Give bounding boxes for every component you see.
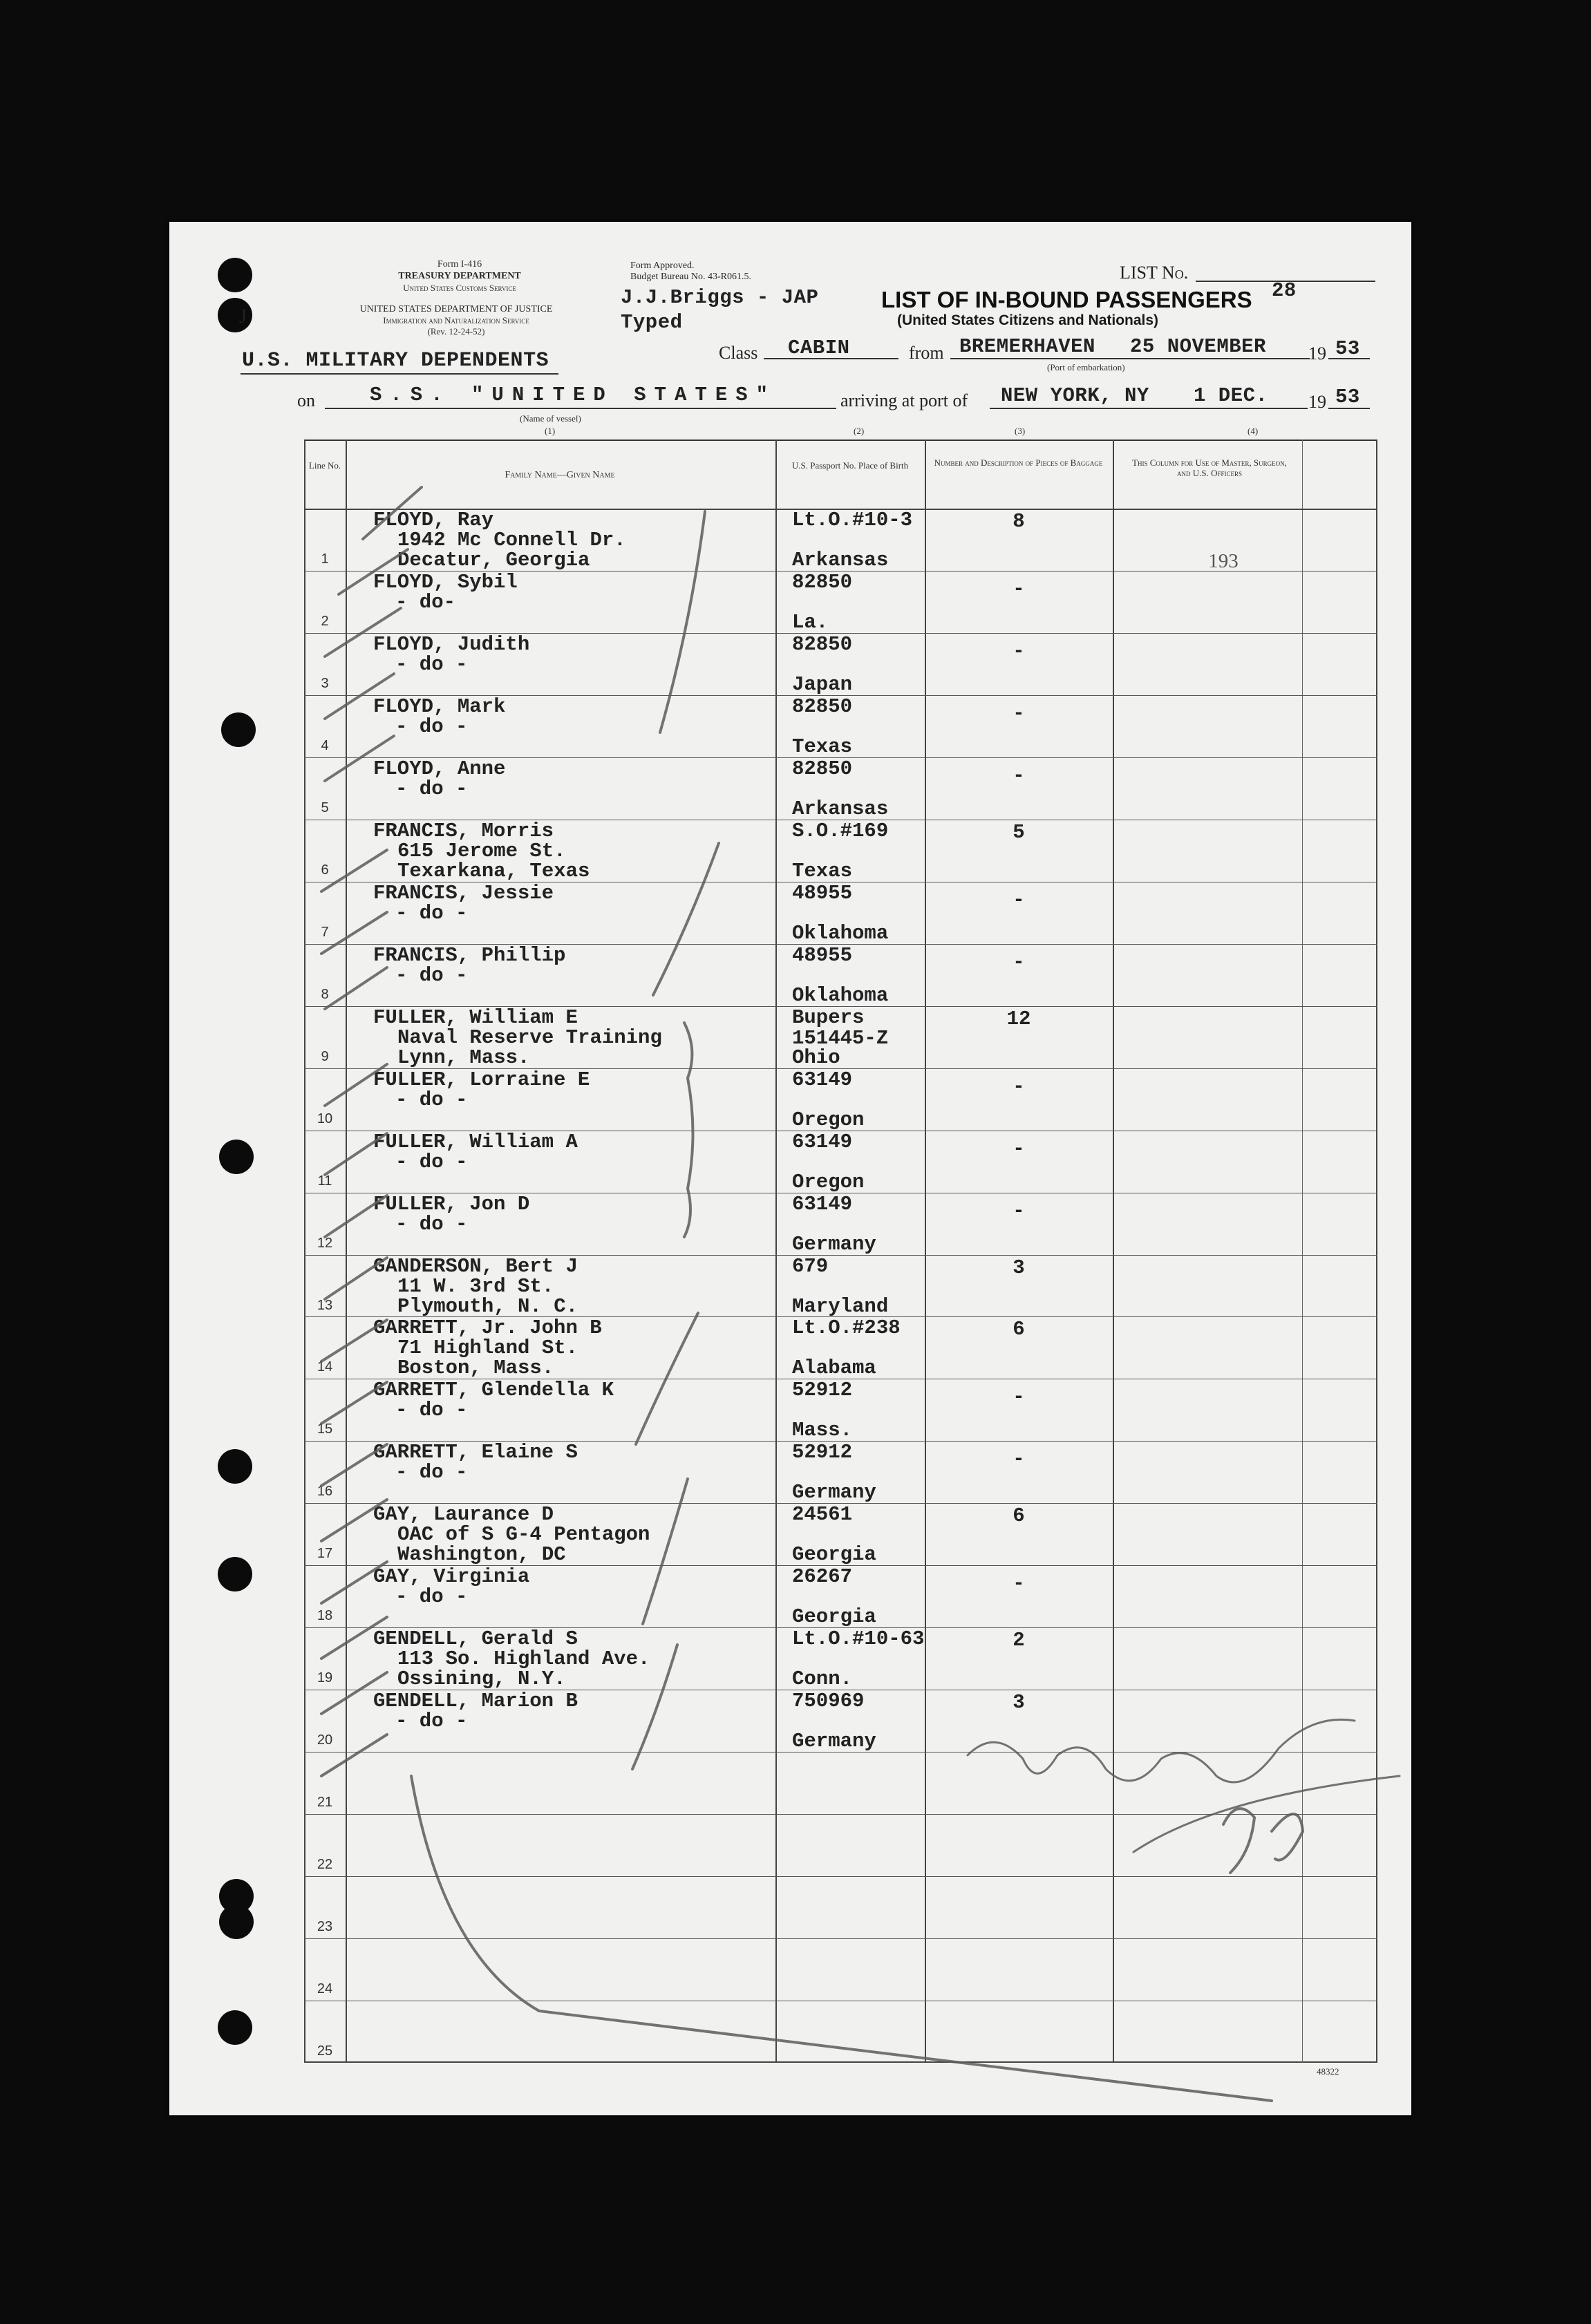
place-of-birth: Oregon: [792, 1108, 865, 1131]
place-of-birth: Oregon: [792, 1170, 865, 1193]
passenger-name: FRANCIS, Jessie: [373, 881, 554, 905]
col-num-1: (1): [545, 426, 556, 436]
passenger-name: FULLER, William E: [373, 1005, 578, 1029]
baggage-count: -: [1013, 1137, 1025, 1160]
line-number: 6: [321, 862, 329, 878]
punch-hole: [218, 1449, 252, 1484]
vessel-name: S.S. "UNITED STATES": [370, 384, 777, 406]
arrival-date: 1 DEC.: [1194, 384, 1268, 407]
line-number: 15: [317, 1421, 333, 1437]
col-header-officers: This Column for Use of Master, Surgeon, and U.S. Officers: [1132, 457, 1287, 478]
passenger-name: GENDELL, Gerald S: [373, 1627, 578, 1651]
passenger-address-line2: Washington, DC: [397, 1543, 566, 1567]
baggage-count: 3: [1013, 1256, 1025, 1279]
place-of-birth: Germany: [792, 1730, 876, 1753]
col-header-line: Line No.: [308, 460, 341, 471]
passenger-name: FULLER, William A: [373, 1130, 578, 1153]
passenger-address-line1: - do -: [395, 1088, 468, 1111]
line-number: 3: [321, 675, 329, 691]
passport-number: 82850: [792, 695, 853, 718]
passenger-address-line2: Boston, Mass.: [397, 1357, 554, 1380]
arrival-year: 53: [1335, 386, 1360, 408]
passport-number: Lt.O.#238: [792, 1316, 901, 1340]
passenger-name: FLOYD, Anne: [373, 757, 506, 780]
line-number: 7: [321, 924, 329, 940]
line-number: 16: [317, 1484, 333, 1500]
ins-service: Immigration and Naturalization Service: [383, 315, 529, 325]
passenger-name: GAY, Laurance D: [373, 1503, 554, 1527]
passenger-table: [304, 440, 1377, 2063]
form-number: Form I-416: [437, 259, 482, 270]
on-label: on: [297, 390, 315, 410]
line-number: 22: [317, 1857, 333, 1873]
departure-year: 53: [1335, 337, 1360, 360]
passenger-address-line1: OAC of S G-4 Pentagon: [397, 1523, 650, 1547]
col-num-3: (3): [1015, 426, 1026, 436]
passenger-address-line2: Lynn, Mass.: [397, 1046, 530, 1069]
baggage-count: 5: [1013, 820, 1025, 844]
place-of-birth: Arkansas: [792, 797, 889, 820]
baggage-count: -: [1013, 1199, 1025, 1222]
passenger-name: GARRETT, Elaine S: [373, 1441, 578, 1464]
place-of-birth: Alabama: [792, 1357, 876, 1380]
baggage-count: -: [1013, 577, 1025, 601]
baggage-count: -: [1013, 764, 1025, 787]
baggage-count: 12: [1006, 1007, 1031, 1030]
passport-number: 63149: [792, 1068, 853, 1091]
col-header-name: Family Name—Given Name: [505, 470, 615, 480]
passenger-address-line1: 1942 Mc Connell Dr.: [397, 529, 626, 551]
passenger-address-line1: 113 So. Highland Ave.: [397, 1647, 650, 1671]
passport-number: 24561: [792, 1503, 853, 1527]
line-number: 9: [321, 1048, 329, 1064]
port-of-embarkation: BREMERHAVEN: [959, 335, 1095, 358]
passport-number: 679: [792, 1254, 829, 1278]
passenger-address-line2: Ossining, N.Y.: [397, 1668, 566, 1691]
line-number: 12: [317, 1235, 333, 1251]
passport-number: Lt.O.#10-3: [792, 509, 913, 531]
line-number: 20: [317, 1732, 333, 1748]
passport-number: S.O.#169: [792, 819, 889, 842]
passenger-address-line1: - do -: [395, 1399, 468, 1422]
line-number: 13: [317, 1297, 333, 1313]
customs-service: United States Customs Service: [403, 283, 516, 293]
passenger-address-line1: - do -: [395, 963, 468, 987]
passport-number: 63149: [792, 1192, 853, 1216]
passenger-address-line1: - do -: [395, 1212, 468, 1236]
passenger-name: GENDELL, Marion B: [373, 1690, 578, 1713]
passenger-address-line2: Texarkana, Texas: [397, 859, 590, 882]
place-of-birth: Texas: [792, 735, 853, 758]
line-number: 17: [317, 1546, 333, 1562]
passenger-address-line1: 615 Jerome St.: [397, 839, 566, 862]
arriving-label: arriving at port of: [840, 390, 968, 410]
passenger-address-line1: - do -: [395, 715, 468, 738]
punch-hole: [218, 258, 252, 292]
arrival-port: NEW YORK, NY: [1001, 384, 1149, 407]
baggage-count: -: [1013, 1572, 1025, 1596]
passport-number: 48955: [792, 881, 853, 905]
form-subtitle: (United States Citizens and Nationals): [897, 312, 1159, 328]
punch-hole: [221, 712, 256, 747]
passport-number: 63149: [792, 1130, 853, 1153]
passport-number: 52912: [792, 1441, 853, 1464]
baggage-count: -: [1013, 1448, 1025, 1471]
list-number: 28: [1272, 279, 1297, 302]
col-num-2: (2): [854, 426, 865, 436]
passenger-address-line1: - do -: [395, 1461, 468, 1484]
passenger-name: FLOYD, Sybil: [373, 570, 518, 594]
col-header-passport: U.S. Passport No. Place of Birth: [791, 460, 909, 471]
line-number: 4: [321, 737, 329, 753]
passenger-name: FLOYD, Judith: [373, 632, 530, 656]
revision: (Rev. 12-24-52): [427, 326, 485, 337]
official-note: 193: [1208, 550, 1239, 572]
class-label: Class: [719, 343, 758, 363]
baggage-count: -: [1013, 1075, 1025, 1098]
passenger-name: FRANCIS, Morris: [373, 819, 554, 842]
passport-number: 26267: [792, 1565, 853, 1589]
year-prefix-2: 19: [1308, 392, 1326, 412]
class-value: CABIN: [788, 337, 850, 359]
baggage-count: 3: [1013, 1691, 1025, 1714]
punch-hole: [219, 1905, 254, 1939]
passport-number: 82850: [792, 632, 853, 656]
baggage-count: -: [1013, 639, 1025, 663]
passenger-address-line1: - do-: [395, 590, 456, 614]
passport-number: 82850: [792, 757, 853, 780]
line-number: 10: [317, 1111, 333, 1126]
place-of-birth: Oklahoma: [792, 983, 889, 1007]
place-of-birth: La.: [792, 610, 829, 634]
passenger-address-line2: Plymouth, N. C.: [397, 1294, 578, 1318]
passenger-name: GARRETT, Glendella K: [373, 1379, 614, 1402]
passenger-category: U.S. MILITARY DEPENDENTS: [242, 349, 549, 372]
place-of-birth: Japan: [792, 672, 853, 696]
passenger-name: GARRETT, Jr. John B: [373, 1316, 602, 1340]
typed-note: Typed: [621, 311, 683, 334]
passenger-address-line1: - do -: [395, 901, 468, 925]
passenger-address-line1: - do -: [395, 1710, 468, 1733]
passenger-address-line2: Decatur, Georgia: [397, 549, 590, 571]
place-of-birth: Texas: [792, 859, 853, 882]
line-number: 21: [317, 1795, 333, 1811]
passenger-address-line1: - do -: [395, 1585, 468, 1609]
punch-hole: [218, 1557, 252, 1591]
line-number: 18: [317, 1608, 333, 1624]
passport-number: Lt.O.#10-63: [792, 1627, 925, 1651]
place-of-birth: Arkansas: [792, 549, 889, 571]
form-title: LIST OF IN-BOUND PASSENGERS: [881, 287, 1252, 312]
place-of-birth: Germany: [792, 1481, 876, 1504]
from-label: from: [909, 343, 944, 363]
passenger-address-line1: 11 W. 3rd St.: [397, 1274, 554, 1298]
place-of-birth: Oklahoma: [792, 921, 889, 945]
place-of-birth: Georgia: [792, 1543, 876, 1567]
passenger-name: FLOYD, Ray: [373, 509, 494, 531]
line-number: 24: [317, 1981, 333, 1997]
list-no-label: LIST No.: [1120, 263, 1189, 283]
departure-date: 25 NOVEMBER: [1130, 335, 1266, 358]
line-number: 1: [321, 551, 329, 567]
baggage-count: 6: [1013, 1504, 1025, 1528]
line-number: 25: [317, 2043, 333, 2059]
baggage-count: -: [1013, 888, 1025, 911]
passenger-address-line1: Naval Reserve Training: [397, 1026, 662, 1049]
justice-dept: UNITED STATES DEPARTMENT OF JUSTICE: [359, 304, 553, 314]
passport-number: 750969: [792, 1690, 865, 1713]
passport-number: Bupers 151445-Z: [792, 1005, 889, 1050]
line-number: 2: [321, 613, 329, 629]
baggage-count: 8: [1013, 510, 1025, 533]
treasury-dept: TREASURY DEPARTMENT: [398, 271, 521, 281]
passenger-name: FLOYD, Mark: [373, 695, 506, 718]
year-prefix: 19: [1308, 343, 1326, 363]
form-approved: Form Approved.: [630, 261, 695, 271]
place-of-birth: Conn.: [792, 1668, 853, 1691]
punch-hole: [218, 298, 252, 332]
punch-hole: [218, 2010, 252, 2045]
baggage-count: -: [1013, 950, 1025, 974]
baggage-count: -: [1013, 701, 1025, 725]
passenger-address-line1: 71 Highland St.: [397, 1336, 578, 1360]
passenger-address-line1: - do -: [395, 777, 468, 800]
passport-number: 48955: [792, 943, 853, 967]
place-of-birth: Georgia: [792, 1605, 876, 1629]
line-number: 23: [317, 1919, 333, 1935]
place-of-birth: Germany: [792, 1232, 876, 1256]
baggage-count: 6: [1013, 1318, 1025, 1341]
baggage-count: -: [1013, 1386, 1025, 1409]
col-num-4: (4): [1248, 426, 1259, 436]
form-code: 48322: [1317, 2066, 1339, 2077]
punch-hole: [219, 1140, 254, 1174]
line-number: 11: [317, 1173, 332, 1189]
passenger-name: GAY, Virginia: [373, 1565, 530, 1589]
baggage-count: 2: [1013, 1629, 1025, 1652]
port-note: (Port of embarkation): [1047, 362, 1125, 372]
j-mark: J: [239, 306, 247, 328]
passport-number: 82850: [792, 570, 853, 594]
line-number: 5: [321, 800, 329, 815]
passenger-name: GANDERSON, Bert J: [373, 1254, 578, 1278]
passenger-name: FULLER, Jon D: [373, 1192, 530, 1216]
place-of-birth: Mass.: [792, 1419, 853, 1442]
line-number: 19: [317, 1670, 333, 1686]
line-number: 14: [317, 1359, 333, 1375]
passport-number: 52912: [792, 1379, 853, 1402]
budget-bureau: Budget Bureau No. 43-R061.5.: [630, 272, 751, 282]
line-number: 8: [321, 986, 329, 1002]
col-header-baggage: Number and Description of Pieces of Baggage: [934, 457, 1103, 468]
typist-initials: J.J.Briggs - JAP: [621, 286, 819, 309]
passenger-address-line1: - do -: [395, 1150, 468, 1173]
place-of-birth: Maryland: [792, 1294, 889, 1318]
passenger-name: FULLER, Lorraine E: [373, 1068, 590, 1091]
place-of-birth: Ohio: [792, 1046, 840, 1069]
passenger-address-line1: - do -: [395, 652, 468, 676]
passenger-name: FRANCIS, Phillip: [373, 943, 566, 967]
vessel-note: (Name of vessel): [520, 413, 581, 424]
